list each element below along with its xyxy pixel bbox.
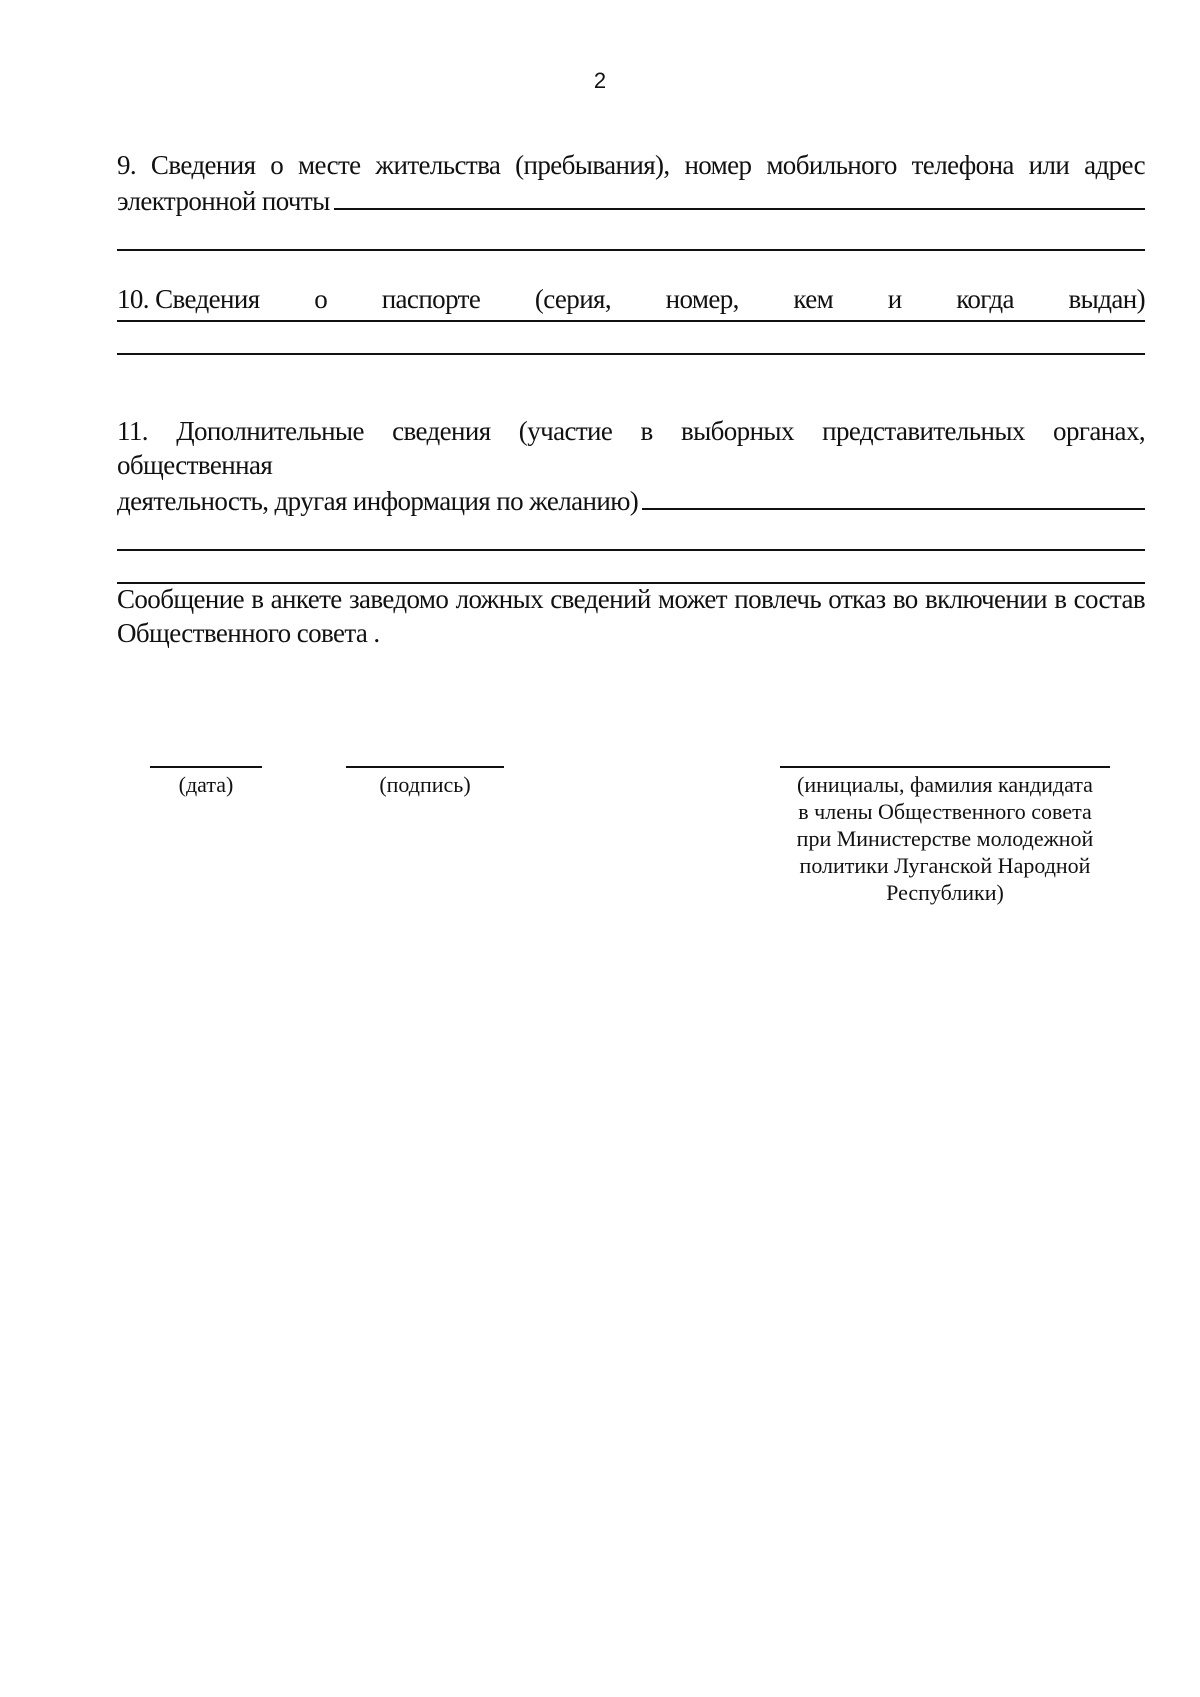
section-9-fill-line[interactable] xyxy=(334,182,1145,210)
candidate-name-line[interactable] xyxy=(780,766,1110,768)
section-9-line-1: 9. Сведения о месте жительства (пребывания), номер мобильного телефона или адрес xyxy=(117,150,1145,180)
section-11-line-2-text: деятельность, другая информация по желанию) xyxy=(117,486,639,516)
signature-field xyxy=(346,766,504,798)
date-field xyxy=(150,766,262,798)
candidate-name-field xyxy=(780,766,1110,906)
section-11-line-1: 11. Дополнительные сведения (участие в выборных представительных органах, общественная xyxy=(117,416,1145,480)
section-11-fill-line[interactable] xyxy=(642,482,1145,510)
signature-line[interactable] xyxy=(346,766,504,768)
section-10-word: кем xyxy=(793,284,834,314)
section-10-heading xyxy=(117,282,1145,316)
section-10 xyxy=(117,282,1145,355)
section-10-word: паспорте xyxy=(381,284,481,314)
section-11-blank-line-1[interactable] xyxy=(117,518,1145,551)
section-11 xyxy=(117,414,1145,584)
candidate-label-line-2: в члены Общественного совета xyxy=(798,799,1092,824)
candidate-label-line-1: (инициалы, фамилия кандидата xyxy=(797,772,1093,797)
candidate-label-line-3: при Министерстве молодежной xyxy=(796,826,1094,851)
section-10-word: (серия, xyxy=(534,284,612,314)
date-line[interactable] xyxy=(150,766,262,768)
warning-line-2: Общественного совета . xyxy=(117,618,380,648)
candidate-label-line-4: политики Луганской Народной xyxy=(799,853,1091,878)
candidate-label-line-5: Республики) xyxy=(886,880,1004,905)
section-9-blank-line[interactable] xyxy=(117,218,1145,251)
section-10-word: когда xyxy=(956,284,1014,314)
page-number: 2 xyxy=(593,68,607,93)
section-9 xyxy=(117,148,1145,251)
section-10-word: номер, xyxy=(665,284,739,314)
section-10-word: 10. Сведения xyxy=(117,284,260,314)
section-10-word: и xyxy=(887,284,902,314)
warning-line-1: Сообщение в анкете заведомо ложных сведений может повлечь отказ во включении в состав xyxy=(117,584,1145,614)
section-10-word: выдан) xyxy=(1068,284,1145,314)
false-info-warning xyxy=(117,582,1145,650)
signature-label: (подпись) xyxy=(379,772,471,797)
section-11-blank-line-2[interactable] xyxy=(117,551,1145,584)
section-10-word: о xyxy=(314,284,328,314)
section-10-blank-line-2[interactable] xyxy=(117,322,1145,355)
date-label: (дата) xyxy=(178,772,234,797)
section-9-line-2 xyxy=(117,182,1145,218)
section-11-line-2 xyxy=(117,482,1145,518)
section-9-line-2-text: электронной почты xyxy=(117,186,330,216)
